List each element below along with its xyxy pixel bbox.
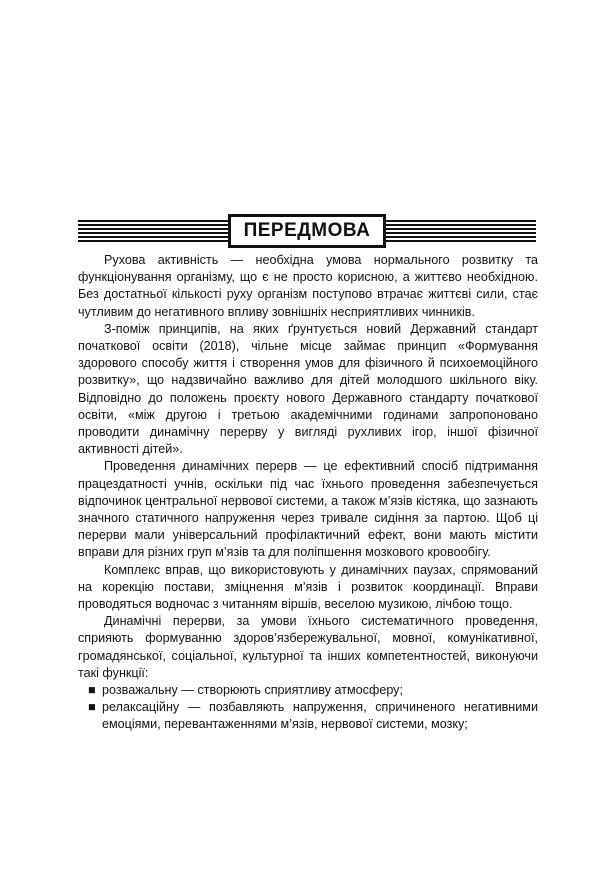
paragraph: Рухова активність — необхідна умова нормального розвитку та функціонування організму, що є не просто корисною, а життєво необхідною. Без достатньої кількості руху організм поступово втрачає життєві сили, стає чутливим до негативного впливу зовнішніх несприятливих чинників. bbox=[78, 253, 538, 319]
section-title-bar bbox=[78, 212, 536, 252]
list-item-text: розважальну — створюють сприятливу атмосферу; bbox=[102, 683, 403, 698]
paragraph: З-поміж принципів, на яких ґрунтується новий Державний стандарт початкової освіти (2018), чільне місце займає принцип «Формування здорового способу життя і створення умов для фізичного й психоемоційного розвитку», що надзвичайно важливо для дітей молодшого шкільного віку. Відповідно до положень проєкту нового Державного стандарту початкової освіти, «між другою і третьою академічними годинами запропоновано проводити динамічну перерву у вигляді рухливих ігор, іншої фізичної активності дітей». bbox=[78, 321, 538, 457]
paragraph: Динамічні перерви, за умови їхнього систематичного проведення, сприяють формуванню здоров’язбережувальної, мовної, комунікативної, громадянської, соціальної, культурної та інших компетентностей, виконуючи такі функції: bbox=[78, 614, 538, 680]
list-item bbox=[86, 699, 538, 733]
list-item bbox=[86, 682, 538, 699]
page-title: ПЕРЕДМОВА bbox=[228, 214, 386, 248]
function-list bbox=[78, 682, 538, 734]
body-text bbox=[78, 252, 538, 734]
paragraph: Комплекс вправ, що використовують у динамічних паузах, спрямований на корекцію постави, зміцнення м’язів і розвиток координації. Вправи проводяться водночас з читанням віршів, веселою музикою, лічбою тощо. bbox=[78, 562, 538, 612]
square-bullet-icon: ■ bbox=[88, 683, 96, 698]
paragraph: Проведення динамічних перерв — це ефективний спосіб підтримання працездатності учнів, оскільки під час їхнього проведення забезпечується відпочинок центральної нервової системи, а також м’язів кістяка, що зазнають значного статичного напруження через тривале сидіння за партою. Щоб ці перерви мали універсальний профілактичний ефект, вони мають містити вправи для різних груп м’язів та для поліпшення мозкового кровообігу. bbox=[78, 459, 538, 560]
square-bullet-icon: ■ bbox=[88, 700, 96, 715]
list-item-text: релаксаційну — позбавляють напруження, спричиненого негативними емоціями, перевантаженнями м’язів, нервової системи, мозку; bbox=[102, 700, 538, 732]
